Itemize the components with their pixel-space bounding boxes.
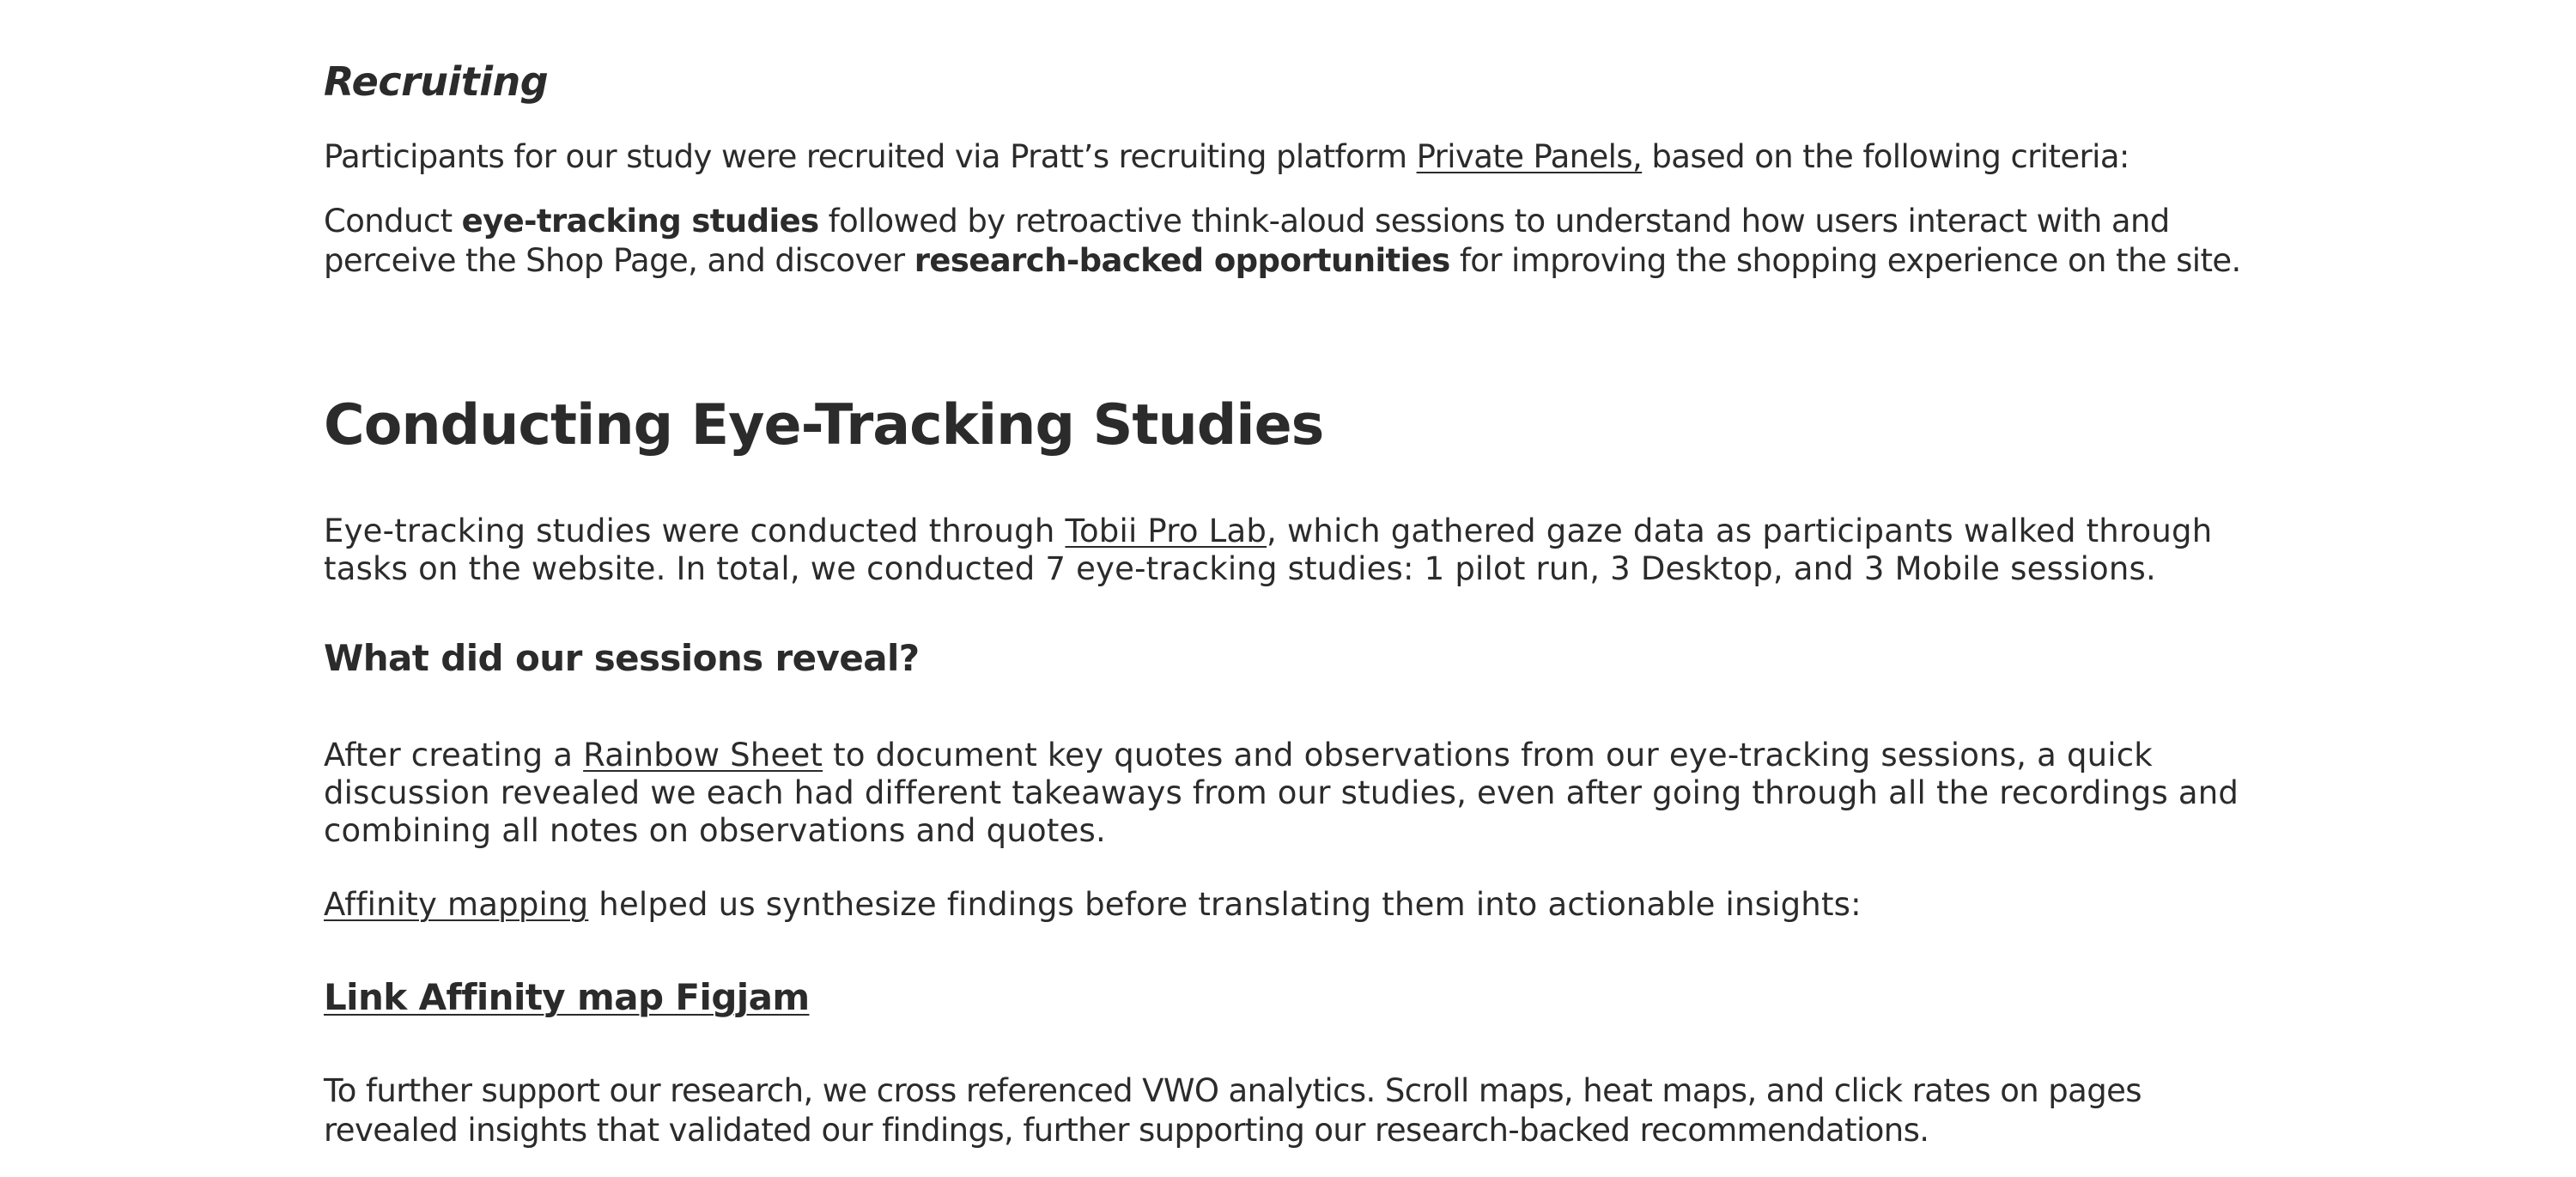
sessions-paragraph [324,737,2264,850]
figjam-heading [324,976,2264,1018]
eye-tracking-heading: Conducting Eye-Tracking Studies [324,393,1324,458]
sessions-heading: What did our sessions reveal? [324,637,920,679]
eye-tracking-paragraph [324,513,2264,588]
goal-bold-eye-tracking: eye-tracking studies [461,203,819,240]
recruiting-intro-text: Participants for our study were recruited via Pratt’s recruiting platform [324,138,1417,175]
rainbow-sheet-link[interactable]: Rainbow Sheet [583,737,823,774]
recruiting-intro-text-end: based on the following criteria: [1642,138,2129,175]
recruiting-heading: Recruiting [324,58,549,105]
tobii-pro-lab-link[interactable]: Tobii Pro Lab [1065,513,1267,549]
private-panels-link[interactable]: Private Panels, [1416,138,1643,175]
goal-text-1: Conduct [324,203,462,240]
affinity-text: helped us synthesize findings before translating them into actionable insights: [588,886,1862,923]
sessions-text: After creating a [324,737,584,774]
recruiting-intro [324,137,2264,177]
goal-text-3: for improving the shopping experience on the site. [1449,242,2241,279]
affinity-paragraph [324,886,2264,924]
affinity-mapping-link[interactable]: Affinity mapping [324,886,589,923]
closing-paragraph: To further support our research, we cross referenced VWO analytics. Scroll maps, heat maps, and click rates on pages revealed insights that validated our findings, further supporting our research-backed recommendations. [324,1072,2142,1149]
goal-text-2: followed by retroactive think-aloud sessions to understand how users interact with and perceive the Shop Page, and discover [324,203,2170,279]
affinity-map-figjam-link[interactable]: Link Affinity map Figjam [324,976,810,1018]
eye-tracking-text: Eye-tracking studies were conducted through [324,513,1066,549]
eye-tracking-text-end: , which gathered gaze data as participants walked through tasks on the website. In total, we conducted 7 eye-tracking studies: 1 pilot run, 3 Desktop, and 3 Mobile sessions. [324,513,2213,587]
recruiting-goal [324,202,2264,281]
sessions-text-end: to document key quotes and observations from our eye-tracking sessions, a quick discussion revealed we each had different takeaways from our studies, even after going through all the recordings and combining all notes on observations and quotes. [324,737,2239,849]
goal-bold-opportunities: research-backed opportunities [914,242,1450,279]
